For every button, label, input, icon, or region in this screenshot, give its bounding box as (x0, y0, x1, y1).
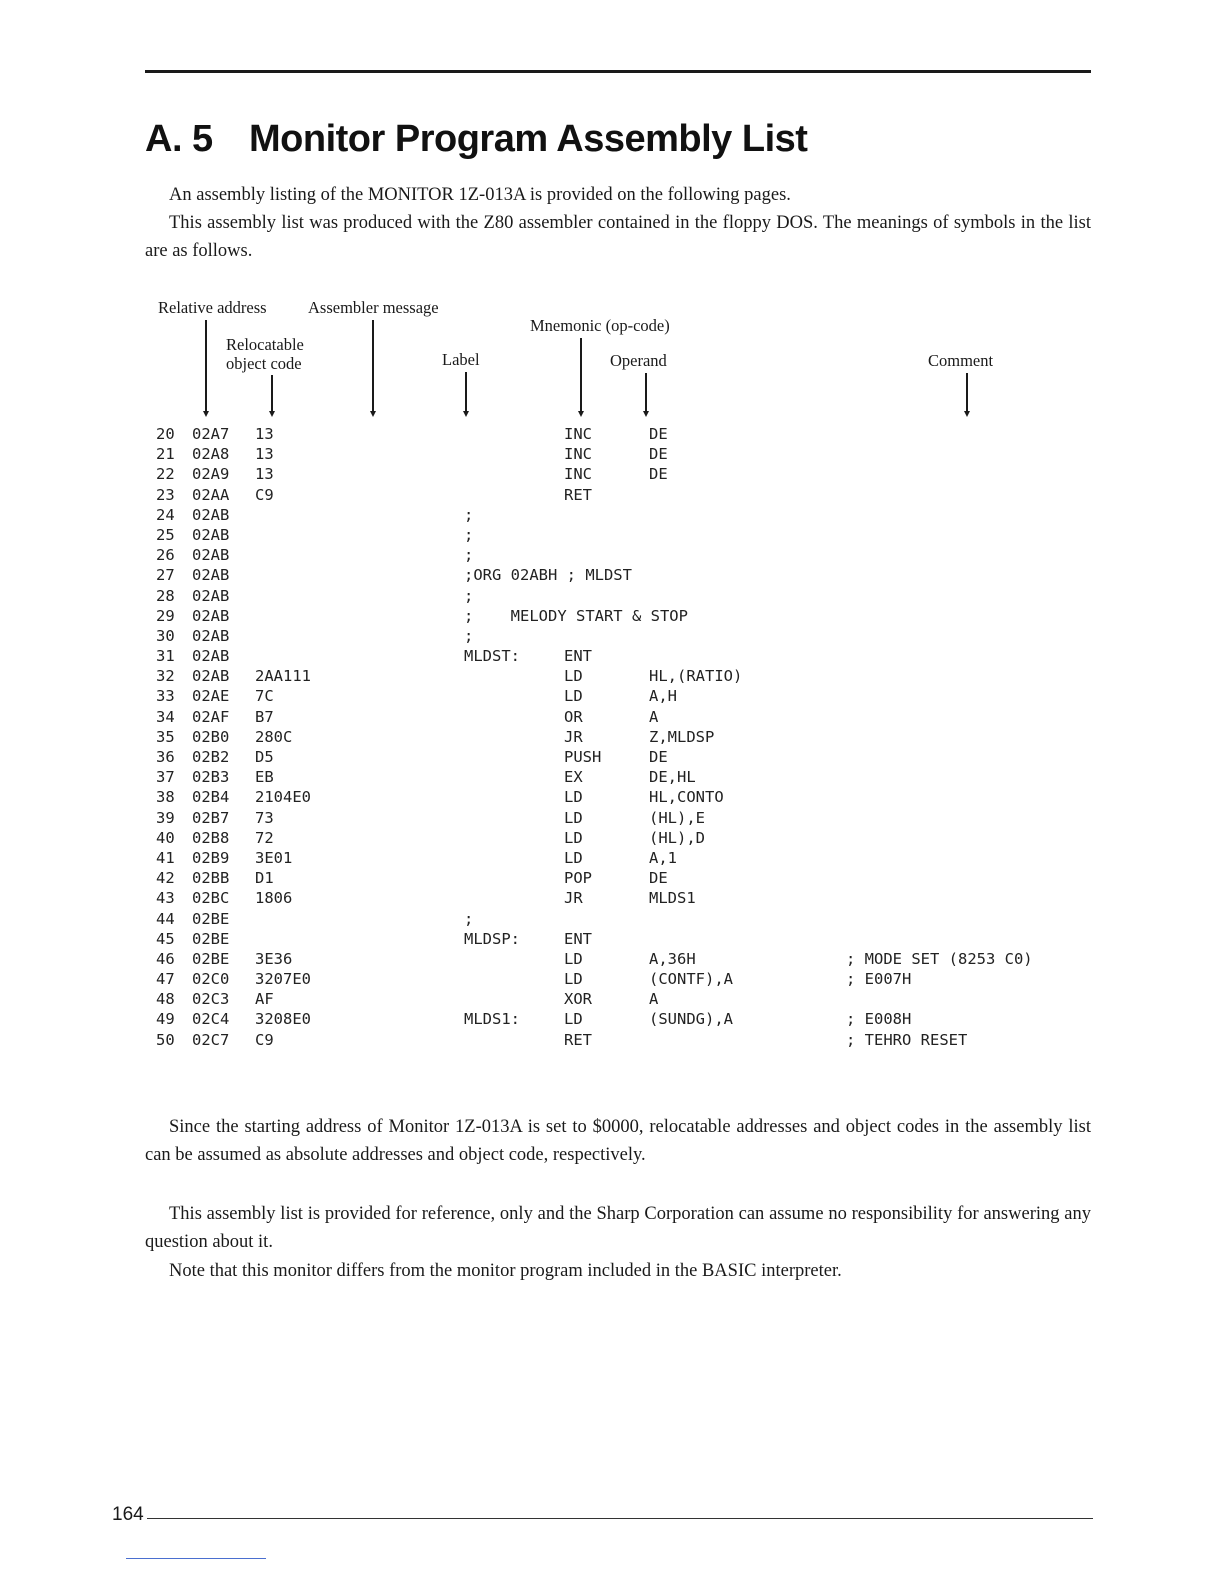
listing-label: ; (464, 525, 474, 544)
listing-mnemonic: INC (564, 465, 592, 484)
listing-operand: DE (649, 465, 668, 484)
listing-row (156, 464, 1116, 484)
listing-comment: ; MODE SET (8253 C0) (846, 949, 1033, 968)
bottom-link-underline (126, 1558, 266, 1559)
listing-mnemonic: LD (564, 828, 583, 847)
listing-operand: DE (649, 445, 668, 464)
listing-row (156, 868, 1116, 888)
listing-line-number: 30 (156, 626, 175, 645)
legend-assembler-message: Assembler message (308, 298, 439, 317)
listing-row (156, 747, 1116, 767)
listing-row (156, 707, 1116, 727)
listing-relative-address: 02A7 (192, 425, 230, 443)
listing-operand: HL,(RATIO) (649, 667, 743, 686)
listing-object-code: EB (255, 768, 274, 787)
listing-relative-address: 02AB (192, 546, 230, 565)
listing-row (156, 525, 1116, 545)
listing-mnemonic: OR (564, 707, 583, 726)
listing-comment: ; E007H (846, 970, 912, 989)
listing-object-code: 13 (255, 425, 274, 443)
listing-line-number: 32 (156, 667, 175, 686)
listing-relative-address: 02C7 (192, 1030, 230, 1049)
listing-line-number: 36 (156, 748, 175, 766)
listing-line-number: 43 (156, 889, 175, 908)
listing-object-code: 2AA111 (255, 667, 311, 686)
listing-comment: ; E008H (846, 1010, 912, 1029)
listing-row (156, 424, 1116, 444)
listing-object-code: D1 (255, 869, 274, 888)
listing-operand: A (649, 707, 659, 726)
listing-relative-address: 02AB (192, 647, 230, 666)
listing-operand: Z,MLDSP (649, 727, 715, 746)
listing-line-number: 25 (156, 525, 175, 544)
listing-relative-address: 02AA (192, 485, 230, 504)
listing-row (156, 545, 1116, 565)
intro-paragraph-1: An assembly listing of the MONITOR 1Z-013A is provided on the following pages. (169, 185, 791, 205)
footer-rule (147, 1518, 1093, 1519)
listing-operand: DE (649, 869, 668, 888)
listing-row (156, 767, 1116, 787)
listing-row (156, 828, 1116, 848)
legend-mnemonic: Mnemonic (op-code) (530, 316, 670, 335)
arrow-relative-address (203, 411, 209, 417)
listing-operand: (HL),E (649, 808, 705, 827)
listing-line-number: 44 (156, 909, 175, 928)
listing-object-code: 3207E0 (255, 970, 311, 989)
listing-line-number: 28 (156, 586, 175, 605)
listing-line-number: 42 (156, 869, 175, 888)
listing-label: ; (464, 626, 474, 645)
listing-object-code: 72 (255, 828, 274, 847)
listing-line-number: 41 (156, 848, 175, 867)
listing-relative-address: 02BE (192, 909, 230, 928)
listing-row (156, 565, 1116, 585)
notes-paragraph-3: Note that this monitor differs from the monitor program included in the BASIC interpreter. (169, 1261, 842, 1281)
listing-relative-address: 02C0 (192, 970, 230, 989)
listing-relative-address: 02AB (192, 667, 230, 686)
listing-object-code: 13 (255, 465, 274, 484)
listing-row (156, 989, 1116, 1009)
listing-relative-address: 02B8 (192, 828, 230, 847)
assembly-listing (156, 424, 1116, 1050)
listing-label: ; (464, 586, 474, 605)
listing-relative-address: 02AB (192, 626, 230, 645)
listing-object-code: D5 (255, 748, 274, 766)
listing-object-code: C9 (255, 485, 274, 504)
listing-object-code: 7C (255, 687, 274, 706)
listing-row (156, 666, 1116, 686)
listing-relative-address: 02B3 (192, 768, 230, 787)
listing-line-number: 22 (156, 465, 175, 484)
listing-mnemonic: POP (564, 869, 592, 888)
listing-row (156, 969, 1116, 989)
legend-label: Label (442, 350, 480, 369)
listing-row (156, 444, 1116, 464)
listing-label: MLDSP: (464, 929, 520, 948)
listing-label: ; (464, 546, 474, 565)
listing-line-number: 33 (156, 687, 175, 706)
listing-line-number: 23 (156, 485, 175, 504)
listing-line-number: 26 (156, 546, 175, 565)
listing-row (156, 626, 1116, 646)
listing-relative-address: 02AB (192, 525, 230, 544)
listing-comment: ; TEHRO RESET (846, 1030, 968, 1049)
listing-line-number: 39 (156, 808, 175, 827)
listing-relative-address: 02B2 (192, 748, 230, 766)
listing-line-number: 35 (156, 727, 175, 746)
intro-paragraph-2: This assembly list was produced with the Z80 assembler contained in the floppy DOS. The meanings of symbols in the list are as follows. (145, 213, 1091, 261)
listing-row (156, 1009, 1116, 1029)
listing-relative-address: 02C4 (192, 1010, 230, 1029)
listing-row (156, 909, 1116, 929)
listing-mnemonic: RET (564, 1030, 592, 1049)
listing-mnemonic: JR (564, 889, 583, 908)
listing-relative-address: 02AF (192, 707, 230, 726)
listing-mnemonic: RET (564, 485, 592, 504)
listing-object-code: C9 (255, 1030, 274, 1049)
listing-mnemonic: PUSH (564, 748, 602, 766)
pointer-mnemonic (580, 338, 582, 412)
pointer-label (465, 372, 467, 412)
listing-row (156, 1030, 1116, 1050)
arrow-comment (964, 411, 970, 417)
listing-operand: A,H (649, 687, 677, 706)
listing-relative-address: 02AB (192, 606, 230, 625)
listing-row (156, 646, 1116, 666)
listing-row (156, 505, 1116, 525)
listing-mnemonic: LD (564, 848, 583, 867)
listing-label: ; (464, 909, 474, 928)
notes-paragraph-2: This assembly list is provided for reference, only and the Sharp Corporation can assume no responsibility for answering any question about it. (145, 1204, 1091, 1252)
page-number: 164 (112, 1504, 144, 1525)
listing-line-number: 45 (156, 929, 175, 948)
listing-line-number: 21 (156, 445, 175, 464)
section-number: A. 5 (145, 118, 213, 160)
listing-row (156, 929, 1116, 949)
pointer-object-code (271, 375, 273, 412)
listing-relative-address: 02BE (192, 929, 230, 948)
listing-operand: DE,HL (649, 768, 696, 787)
listing-line-number: 24 (156, 505, 175, 524)
listing-line-number: 47 (156, 970, 175, 989)
listing-row (156, 606, 1116, 626)
arrow-assembler-message (370, 411, 376, 417)
pointer-operand (645, 373, 647, 412)
listing-object-code: B7 (255, 707, 274, 726)
listing-row (156, 949, 1116, 969)
listing-object-code: 1806 (255, 889, 293, 908)
listing-mnemonic: EX (564, 768, 583, 787)
listing-relative-address: 02B9 (192, 848, 230, 867)
listing-row (156, 848, 1116, 868)
listing-line-number: 29 (156, 606, 175, 625)
listing-mnemonic: INC (564, 445, 592, 464)
listing-mnemonic: ENT (564, 929, 592, 948)
listing-label: ; MELODY START & STOP (464, 606, 688, 625)
listing-operand: DE (649, 748, 668, 766)
listing-operand: DE (649, 425, 668, 443)
arrow-mnemonic (578, 411, 584, 417)
pointer-assembler-message (372, 320, 374, 412)
listing-object-code: 3208E0 (255, 1010, 311, 1029)
listing-relative-address: 02A9 (192, 465, 230, 484)
listing-row (156, 787, 1116, 807)
listing-operand: MLDS1 (649, 889, 696, 908)
listing-row (156, 727, 1116, 747)
pointer-comment (966, 373, 968, 412)
section-title: Monitor Program Assembly List (249, 118, 808, 160)
listing-relative-address: 02C3 (192, 990, 230, 1009)
listing-line-number: 48 (156, 990, 175, 1009)
listing-row (156, 686, 1116, 706)
notes-paragraph-1: Since the starting address of Monitor 1Z-013A is set to $0000, relocatable addresses and object codes in the assembly list can be assumed as absolute addresses and object code, respectively. (145, 1117, 1091, 1165)
listing-operand: A,1 (649, 848, 677, 867)
listing-mnemonic: LD (564, 808, 583, 827)
listing-mnemonic: LD (564, 788, 583, 807)
section-heading (145, 118, 807, 161)
arrow-label (463, 411, 469, 417)
listing-row (156, 485, 1116, 505)
legend-relocatable: Relocatable (226, 335, 304, 354)
listing-relative-address: 02BB (192, 869, 230, 888)
listing-object-code: 13 (255, 445, 274, 464)
listing-row (156, 888, 1116, 908)
listing-relative-address: 02AB (192, 586, 230, 605)
listing-line-number: 49 (156, 1010, 175, 1029)
listing-mnemonic: LD (564, 1010, 583, 1029)
listing-line-number: 31 (156, 647, 175, 666)
listing-object-code: 3E36 (255, 949, 293, 968)
listing-line-number: 37 (156, 768, 175, 787)
listing-relative-address: 02BE (192, 949, 230, 968)
listing-relative-address: 02B4 (192, 788, 230, 807)
listing-relative-address: 02A8 (192, 445, 230, 464)
listing-line-number: 38 (156, 788, 175, 807)
listing-relative-address: 02B7 (192, 808, 230, 827)
listing-line-number: 46 (156, 949, 175, 968)
listing-operand: A (649, 990, 659, 1009)
listing-mnemonic: ENT (564, 647, 592, 666)
top-rule (145, 70, 1091, 73)
listing-mnemonic: JR (564, 727, 583, 746)
listing-relative-address: 02AB (192, 566, 230, 585)
listing-relative-address: 02AB (192, 505, 230, 524)
arrow-object-code (269, 411, 275, 417)
listing-line-number: 50 (156, 1030, 175, 1049)
listing-mnemonic: INC (564, 425, 592, 443)
listing-object-code: 280C (255, 727, 293, 746)
listing-mnemonic: LD (564, 667, 583, 686)
listing-line-number: 27 (156, 566, 175, 585)
listing-line-number: 34 (156, 707, 175, 726)
listing-object-code: AF (255, 990, 274, 1009)
listing-row (156, 586, 1116, 606)
listing-label: ; (464, 505, 474, 524)
listing-row (156, 808, 1116, 828)
listing-mnemonic: LD (564, 687, 583, 706)
listing-operand: HL,CONTO (649, 788, 724, 807)
listing-relative-address: 02B0 (192, 727, 230, 746)
listing-object-code: 3E01 (255, 848, 293, 867)
listing-mnemonic: LD (564, 949, 583, 968)
listing-mnemonic: LD (564, 970, 583, 989)
listing-label: MLDST: (464, 647, 520, 666)
listing-line-number: 20 (156, 425, 175, 443)
legend-relative-address: Relative address (158, 298, 267, 317)
pointer-relative-address (205, 320, 207, 412)
listing-line-number: 40 (156, 828, 175, 847)
listing-relative-address: 02AE (192, 687, 230, 706)
listing-relative-address: 02BC (192, 889, 230, 908)
listing-operand: A,36H (649, 949, 696, 968)
listing-operand: (CONTF),A (649, 970, 733, 989)
legend-object-code: object code (226, 354, 302, 373)
legend-operand: Operand (610, 351, 667, 370)
listing-label: ;ORG 02ABH ; MLDST (464, 566, 632, 585)
legend-comment: Comment (928, 351, 994, 370)
listing-object-code: 2104E0 (255, 788, 311, 807)
listing-operand: (HL),D (649, 828, 705, 847)
listing-object-code: 73 (255, 808, 274, 827)
listing-label: MLDS1: (464, 1010, 520, 1029)
listing-mnemonic: XOR (564, 990, 592, 1009)
arrow-operand (643, 411, 649, 417)
listing-operand: (SUNDG),A (649, 1010, 733, 1029)
